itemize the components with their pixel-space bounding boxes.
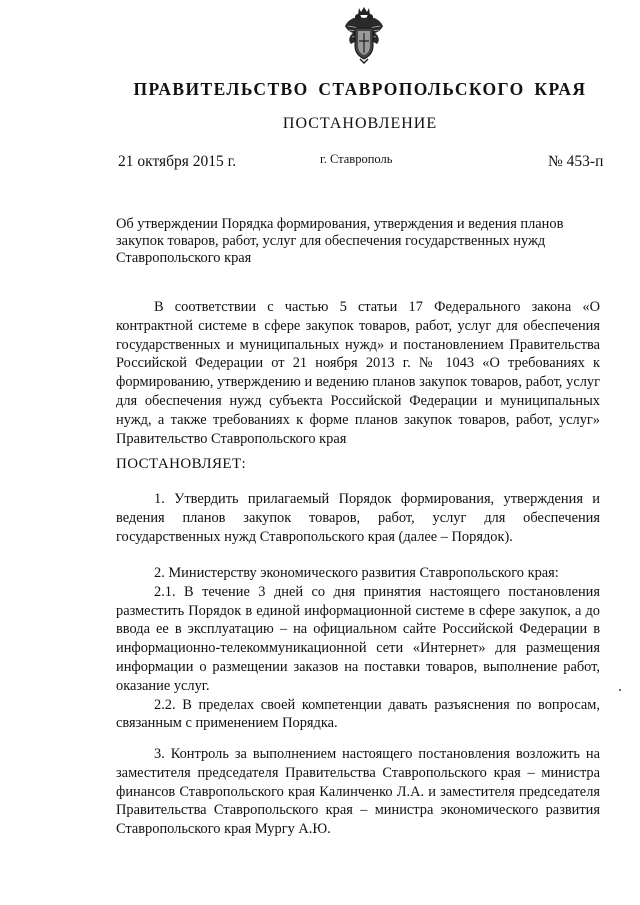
- item-3-block: [116, 745, 600, 839]
- item-1-paragraph: 1. Утвердить прилагаемый Порядок формирования, утверждения и ведения планов закупок товаров, работ, услуг для обеспечения государственных нужд Ставропольского края (далее – Порядок).: [116, 491, 600, 545]
- item-2-1-paragraph: 2.1. В течение 3 дней со дня принятия настоящего постановления разместить Порядок в единой информационной системе в сфере закупок, а до ввода ее в эксплуатацию – на официальном сайте Российской Федерации в информационно-телекоммуникационной сети «Интернет» для размещения информации о размещении заказов на поставки товаров, выполнение работ, оказание услуг.: [116, 583, 600, 694]
- document-city: г. Ставрополь: [320, 152, 393, 166]
- item-3-paragraph: 3. Контроль за выполнением настоящего постановления возложить на заместителя председателя Правительства Ставропольского края – министра финансов Ставропольского края Калинченко Л.А. и заместителя председателя Правительства Ставропольского края – министра экономического развития Ставропольского края Мургу А.Ю.: [116, 746, 600, 838]
- item-1-block: [116, 490, 600, 546]
- resolves-heading: ПОСТАНОВЛЯЕТ:: [116, 456, 247, 472]
- coat-of-arms-icon: [343, 6, 385, 64]
- item-2-paragraph: 2. Министерству экономического развития Ставропольского края:: [154, 565, 559, 581]
- document-subject: Об утверждении Порядка формирования, утверждения и ведения планов закупок товаров, работ, услуг для обеспечения государственных нужд Ставропольского края: [116, 216, 564, 266]
- scan-speck: [619, 689, 621, 691]
- document-type: ПОСТАНОВЛЕНИЕ: [282, 115, 438, 132]
- preamble-paragraph: В соответствии с частью 5 статьи 17 Федерального закона «О контрактной системе в сфере закупок товаров, работ, услуг для обеспечения государственных и муниципальных нужд» и постановлением Правительства Российской Федерации от 21 ноября 2013 г. № 1043 «О требованиях к формированию, утверждению и ведению планов закупок товаров, работ, услуг для обеспечения нужд субъекта Российской Федерации и муниципальных нужд, а также требованиях к форме планов закупок товаров, работ, услуг» Правительство Ставропольского края: [116, 299, 600, 447]
- document-number: № 453-п: [548, 153, 604, 170]
- item-2-block: [116, 564, 600, 733]
- document-date: 21 октября 2015 г.: [118, 153, 237, 170]
- item-2-2-paragraph: 2.2. В пределах своей компетенции давать разъяснения по вопросам, связанным с применением Порядка.: [116, 696, 600, 732]
- preamble-block: [116, 298, 600, 448]
- government-title: ПРАВИТЕЛЬСТВО СТАВРОПОЛЬСКОГО КРАЯ: [133, 79, 587, 99]
